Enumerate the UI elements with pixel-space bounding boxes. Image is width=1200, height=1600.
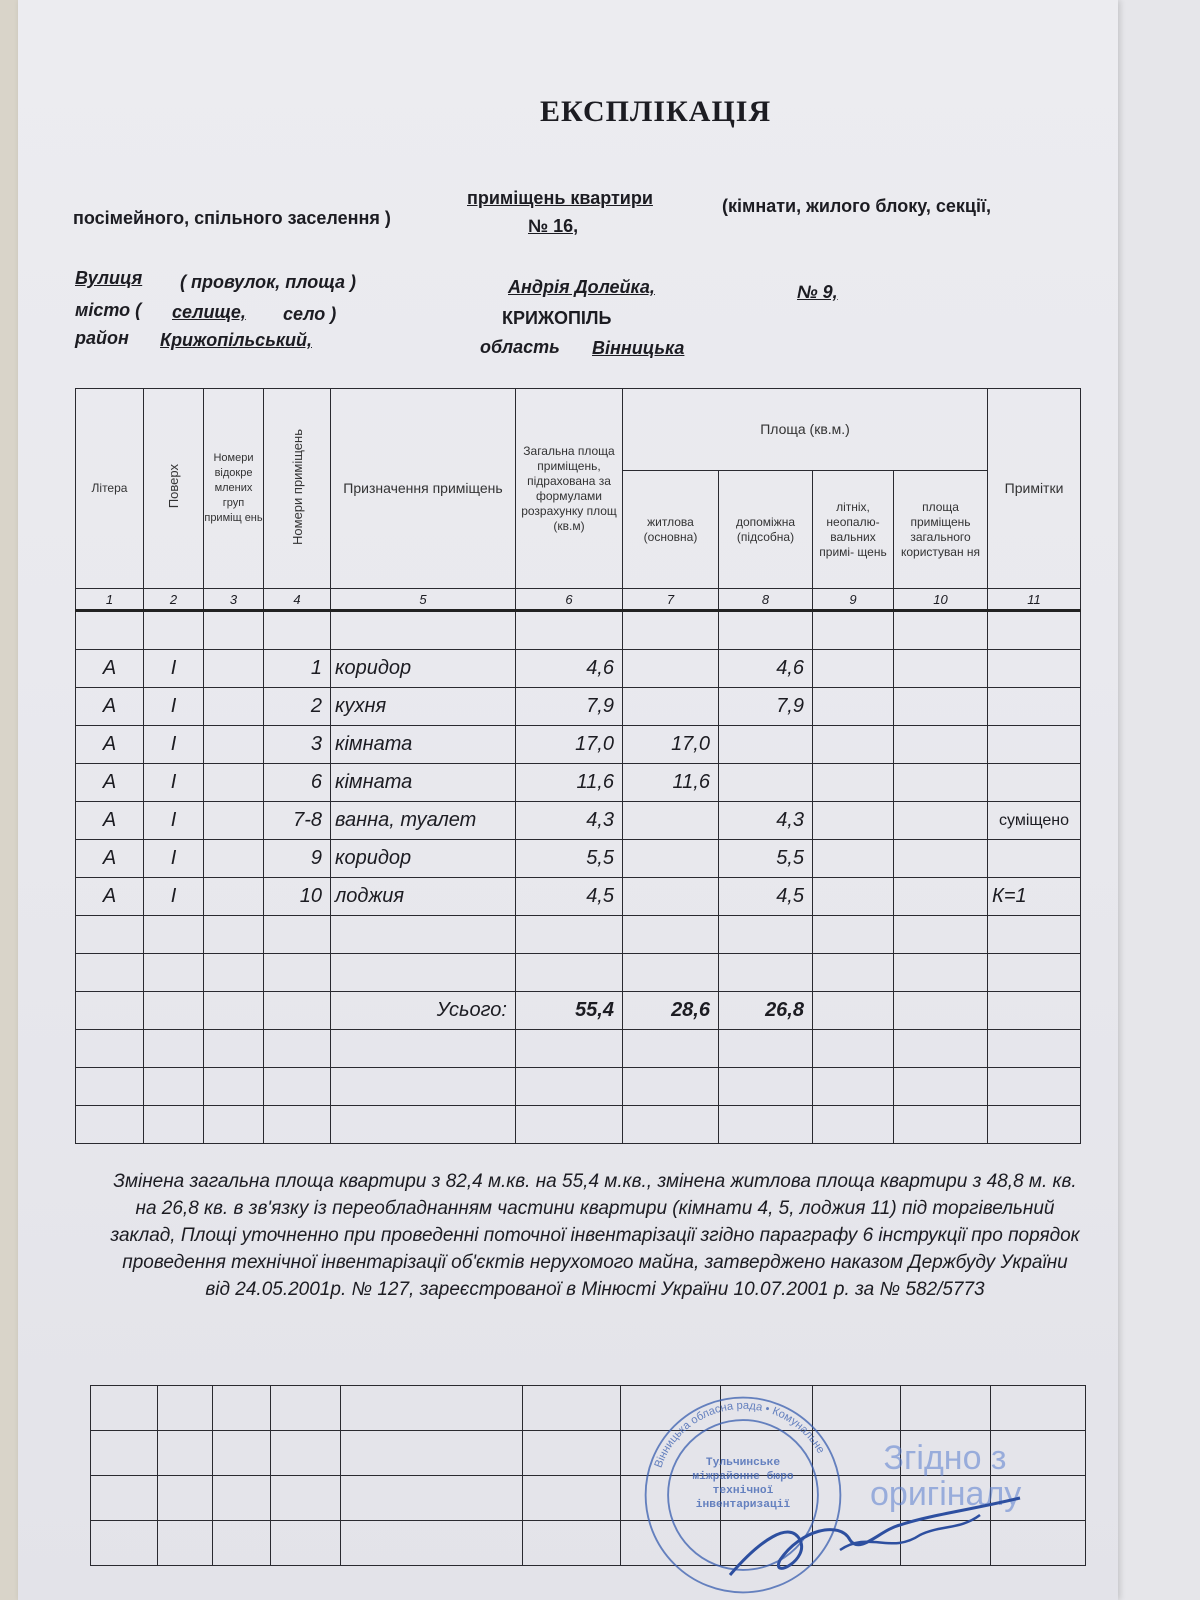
empty-cell: [719, 1106, 813, 1144]
totals-living-area: 28,6: [623, 992, 719, 1030]
empty-cell: [516, 611, 623, 650]
empty-cell: [144, 1106, 204, 1144]
cell-purpose: коридор: [331, 650, 516, 688]
cell-group: [204, 688, 264, 726]
document-title: ЕКСПЛІКАЦІЯ: [540, 95, 772, 128]
empty-cell: [331, 1106, 516, 1144]
cell-total-area: 17,0: [516, 726, 623, 764]
empty-cell: [719, 1030, 813, 1068]
empty-cell: [623, 954, 719, 992]
cell-room-number: 3: [264, 726, 331, 764]
cell-group: [204, 802, 264, 840]
table-row: [76, 688, 1081, 726]
table-row-empty: [76, 1030, 1081, 1068]
empty-cell: [623, 1030, 719, 1068]
cell-total-area: 4,6: [516, 650, 623, 688]
empty-cell: [331, 916, 516, 954]
empty-cell: [523, 1431, 621, 1476]
cell-summer-area: [813, 764, 894, 802]
cell-room-number: 2: [264, 688, 331, 726]
empty-cell: [813, 1068, 894, 1106]
cell-living-area: [623, 650, 719, 688]
col-num: 7: [623, 589, 719, 611]
cell-auxiliary-area: 7,9: [719, 688, 813, 726]
cell-note: суміщено: [988, 802, 1081, 840]
cell-group: [204, 878, 264, 916]
col-num: 5: [331, 589, 516, 611]
empty-cell: [213, 1431, 271, 1476]
empty-cell: [271, 1476, 341, 1521]
table-row-empty: [76, 916, 1081, 954]
cell-summer-area: [813, 878, 894, 916]
cell-litera: А: [76, 688, 144, 726]
table-row: [76, 764, 1081, 802]
cell-summer-area: [813, 726, 894, 764]
empty-cell: [894, 611, 988, 650]
cell-floor: І: [144, 764, 204, 802]
cell-total-area: 11,6: [516, 764, 623, 802]
empty-cell: [158, 1476, 213, 1521]
cell-floor: І: [144, 802, 204, 840]
table-row: [76, 840, 1081, 878]
empty-cell: [158, 1521, 213, 1566]
cell-living-area: 17,0: [623, 726, 719, 764]
header-area-group: Площа (кв.м.): [623, 389, 988, 471]
cell-purpose: ванна, туалет: [331, 802, 516, 840]
cell-note: [988, 688, 1081, 726]
empty-cell: [523, 1386, 621, 1431]
cell-room-number: 7-8: [264, 802, 331, 840]
empty-cell: [719, 954, 813, 992]
empty-cell: [813, 1106, 894, 1144]
city-value: КРИЖОПІЛЬ: [502, 308, 612, 328]
cell-common-area: [894, 764, 988, 802]
cell-note: [988, 726, 1081, 764]
cell-total-area: 7,9: [516, 688, 623, 726]
empty-cell: [158, 1431, 213, 1476]
empty-cell: [204, 954, 264, 992]
empty-cell: [144, 916, 204, 954]
header-groups: Номери відокре млених груп приміщ ень: [204, 389, 264, 589]
col-num: 8: [719, 589, 813, 611]
empty-cell: [341, 1431, 523, 1476]
cell-litera: А: [76, 878, 144, 916]
cell-purpose: кімната: [331, 726, 516, 764]
table-row-empty: [76, 1068, 1081, 1106]
empty-cell: [623, 1068, 719, 1106]
empty-cell: [719, 916, 813, 954]
empty-cell: [331, 954, 516, 992]
empty-cell: [988, 954, 1081, 992]
empty-cell: [76, 954, 144, 992]
table-row: [76, 726, 1081, 764]
stamp-center-text: Тульчинське міжрайонне бюро технічної інвентаризації: [692, 1455, 794, 1511]
cell-auxiliary-area: 4,6: [719, 650, 813, 688]
header-summer: літніх, неопалю- вальних примі- щень: [813, 471, 894, 589]
table-row-empty: [76, 1106, 1081, 1144]
street-value: Андрія Долейка,: [508, 277, 655, 297]
empty-cell: [271, 1521, 341, 1566]
cell-living-area: [623, 840, 719, 878]
empty-cell: [264, 916, 331, 954]
district-label: район: [75, 328, 129, 348]
empty-cell: [988, 1030, 1081, 1068]
empty-cell: [213, 1521, 271, 1566]
empty-cell: [264, 1030, 331, 1068]
empty-cell: [988, 1106, 1081, 1144]
cell-litera: А: [76, 650, 144, 688]
cell-common-area: [894, 650, 988, 688]
cell-note: [988, 840, 1081, 878]
cell-summer-area: [813, 840, 894, 878]
header-room-numbers: Номери приміщень: [289, 428, 305, 545]
empty-cell: [341, 1386, 523, 1431]
empty-cell: [144, 1068, 204, 1106]
table-row-empty: [76, 611, 1081, 650]
table-row: [76, 878, 1081, 916]
house-number: № 9,: [797, 282, 838, 302]
cell-living-area: [623, 878, 719, 916]
empty-cell: [623, 611, 719, 650]
cell-summer-area: [813, 650, 894, 688]
empty-cell: [204, 992, 264, 1030]
cell-litera: А: [76, 802, 144, 840]
table-row: [76, 802, 1081, 840]
empty-cell: [91, 1476, 158, 1521]
cell-auxiliary-area: [719, 726, 813, 764]
empty-cell: [901, 1386, 991, 1431]
header-auxiliary: допоміжна (підсобна): [719, 471, 813, 589]
col-num: 11: [988, 589, 1081, 611]
cell-summer-area: [813, 802, 894, 840]
empty-cell: [158, 1386, 213, 1431]
empty-cell: [213, 1386, 271, 1431]
empty-cell: [894, 1068, 988, 1106]
empty-cell: [91, 1521, 158, 1566]
totals-total-area: 55,4: [516, 992, 623, 1030]
empty-cell: [204, 1106, 264, 1144]
col-num: 9: [813, 589, 894, 611]
empty-cell: [91, 1386, 158, 1431]
totals-auxiliary-area: 26,8: [719, 992, 813, 1030]
empty-cell: [264, 992, 331, 1030]
city-label: місто (: [75, 300, 142, 320]
empty-cell: [76, 992, 144, 1030]
header-notes: Примітки: [988, 389, 1081, 589]
cell-living-area: [623, 688, 719, 726]
subtitle-rest: (кімнати, жилого блоку, секції,: [722, 196, 992, 216]
cell-purpose: кімната: [331, 764, 516, 802]
totals-row: [76, 992, 1081, 1030]
street-label: Вулиця: [75, 268, 143, 288]
region-value: Вінницька: [592, 338, 685, 358]
empty-cell: [988, 1068, 1081, 1106]
col-num: 1: [76, 589, 144, 611]
header-living: житлова (основна): [623, 471, 719, 589]
header-total-area: Загальна площа приміщень, підрахована за формулами розрахунку площ (кв.м): [516, 389, 623, 589]
empty-cell: [204, 1030, 264, 1068]
cell-summer-area: [813, 688, 894, 726]
empty-cell: [516, 1068, 623, 1106]
empty-cell: [894, 954, 988, 992]
col-num: 4: [264, 589, 331, 611]
empty-cell: [523, 1476, 621, 1521]
empty-cell: [76, 611, 144, 650]
empty-cell: [341, 1521, 523, 1566]
cell-room-number: 9: [264, 840, 331, 878]
empty-cell: [331, 611, 516, 650]
empty-cell: [204, 1068, 264, 1106]
subtitle-premises: приміщень квартири: [467, 188, 653, 208]
empty-cell: [623, 916, 719, 954]
empty-cell: [813, 1030, 894, 1068]
copy-mark: Згідно з оригіналу: [870, 1439, 1022, 1513]
cell-common-area: [894, 840, 988, 878]
empty-cell: [813, 611, 894, 650]
empty-cell: [264, 611, 331, 650]
cell-room-number: 6: [264, 764, 331, 802]
header-floor: Поверх: [166, 464, 181, 509]
header-litera: Літера: [76, 389, 144, 589]
empty-cell: [813, 916, 894, 954]
city-option: селище,: [172, 302, 246, 322]
explication-table: [75, 388, 1081, 1144]
cell-group: [204, 764, 264, 802]
cell-litera: А: [76, 726, 144, 764]
empty-cell: [264, 954, 331, 992]
col-num: 6: [516, 589, 623, 611]
cell-purpose: коридор: [331, 840, 516, 878]
cell-auxiliary-area: 4,5: [719, 878, 813, 916]
cell-common-area: [894, 802, 988, 840]
empty-cell: [144, 1030, 204, 1068]
city-rest: село ): [283, 304, 337, 324]
empty-cell: [988, 611, 1081, 650]
district-value: Крижопільський,: [160, 330, 312, 350]
cell-note: [988, 764, 1081, 802]
empty-cell: [204, 611, 264, 650]
stamp-ring-text: Вінницька обласна рада • Комунальне: [652, 1399, 827, 1470]
empty-cell: [144, 611, 204, 650]
empty-cell: [341, 1476, 523, 1521]
cell-living-area: [623, 802, 719, 840]
change-note: Змінена загальна площа квартири з 82,4 м.кв. на 55,4 м.кв., змінена житлова площа квартири з 48,8 м. кв. на 26,8 кв. в зв'язку із переобладнанням частини квартири (кімнати 4, 5, лоджия 11) під торгівельний заклад, Площі уточненно при проведенні поточної інвентарізації згідно параграфу 6 інструкції про порядок проведення технічної інвентарізації об'єктів нерухомого майна, затверджено наказом Держбуду України від 24.05.2001р. № 127, зареєстрованої в Мінюсті України 10.07.2001 р. за № 582/5773: [110, 1171, 1080, 1300]
empty-cell: [988, 992, 1081, 1030]
empty-cell: [894, 1030, 988, 1068]
empty-cell: [894, 1106, 988, 1144]
col-num: 2: [144, 589, 204, 611]
cell-common-area: [894, 878, 988, 916]
cell-group: [204, 726, 264, 764]
cell-litera: А: [76, 840, 144, 878]
empty-cell: [76, 1106, 144, 1144]
empty-cell: [813, 992, 894, 1030]
empty-cell: [271, 1431, 341, 1476]
apartment-number: № 16,: [528, 216, 579, 236]
cell-auxiliary-area: 4,3: [719, 802, 813, 840]
col-num: 3: [204, 589, 264, 611]
cell-auxiliary-area: 5,5: [719, 840, 813, 878]
cell-purpose: кухня: [331, 688, 516, 726]
empty-cell: [988, 916, 1081, 954]
cell-total-area: 5,5: [516, 840, 623, 878]
totals-label: Усього:: [331, 992, 516, 1030]
empty-cell: [516, 1030, 623, 1068]
signature: [720, 1480, 1040, 1590]
empty-cell: [813, 954, 894, 992]
empty-cell: [144, 954, 204, 992]
column-numbers-row: [76, 589, 1081, 611]
cell-note: К=1: [988, 878, 1081, 916]
empty-cell: [91, 1431, 158, 1476]
cell-group: [204, 840, 264, 878]
cell-common-area: [894, 726, 988, 764]
table-row: [76, 650, 1081, 688]
cell-group: [204, 650, 264, 688]
empty-cell: [516, 954, 623, 992]
empty-cell: [144, 992, 204, 1030]
empty-cell: [623, 1106, 719, 1144]
table-row-empty: [76, 954, 1081, 992]
empty-cell: [213, 1476, 271, 1521]
empty-cell: [516, 916, 623, 954]
empty-cell: [76, 1030, 144, 1068]
cell-room-number: 10: [264, 878, 331, 916]
signature-row: [91, 1386, 1086, 1431]
subtitle-line2: посімейного, спільного заселення ): [73, 208, 391, 228]
empty-cell: [523, 1521, 621, 1566]
col-num: 10: [894, 589, 988, 611]
empty-cell: [894, 992, 988, 1030]
header-purpose: Призначення приміщень: [331, 389, 516, 589]
cell-floor: І: [144, 688, 204, 726]
empty-cell: [264, 1106, 331, 1144]
empty-cell: [264, 1068, 331, 1106]
empty-cell: [204, 916, 264, 954]
region-label: область: [480, 337, 560, 357]
empty-cell: [719, 611, 813, 650]
empty-cell: [516, 1106, 623, 1144]
cell-auxiliary-area: [719, 764, 813, 802]
cell-living-area: 11,6: [623, 764, 719, 802]
cell-litera: А: [76, 764, 144, 802]
cell-purpose: лоджия: [331, 878, 516, 916]
empty-cell: [331, 1030, 516, 1068]
empty-cell: [76, 916, 144, 954]
cell-floor: І: [144, 650, 204, 688]
empty-cell: [271, 1386, 341, 1431]
cell-note: [988, 650, 1081, 688]
header-common: площа приміщень загального користуван ня: [894, 471, 988, 589]
cell-floor: І: [144, 840, 204, 878]
cell-floor: І: [144, 726, 204, 764]
cell-room-number: 1: [264, 650, 331, 688]
cell-total-area: 4,5: [516, 878, 623, 916]
empty-cell: [76, 1068, 144, 1106]
cell-floor: І: [144, 878, 204, 916]
cell-common-area: [894, 688, 988, 726]
empty-cell: [991, 1386, 1086, 1431]
empty-cell: [894, 916, 988, 954]
cell-total-area: 4,3: [516, 802, 623, 840]
street-paren: ( провулок, площа ): [180, 272, 357, 292]
empty-cell: [331, 1068, 516, 1106]
empty-cell: [719, 1068, 813, 1106]
